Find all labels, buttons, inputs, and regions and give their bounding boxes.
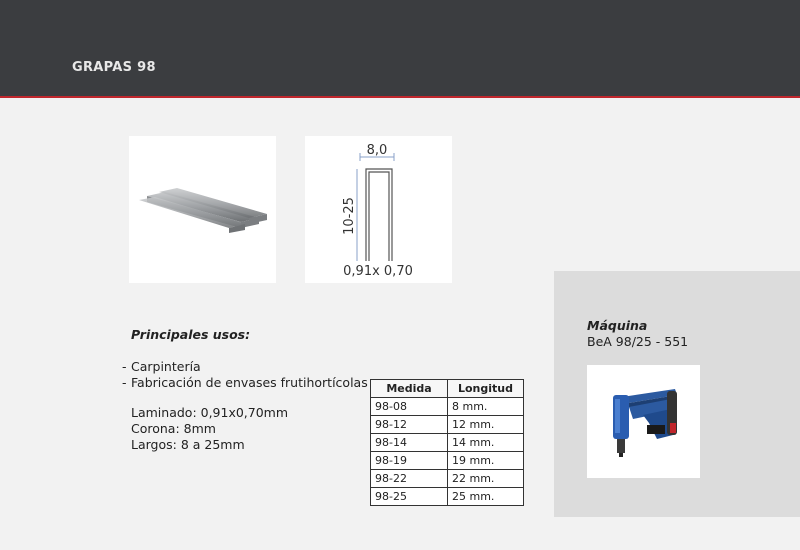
column-header-medida: Medida [371,380,448,398]
cell-longitud: 22 mm. [448,470,524,488]
table-row [371,488,524,506]
cell-medida: 98-19 [371,452,448,470]
stapler-machine-image [587,365,700,478]
cell-longitud: 25 mm. [448,488,524,506]
cell-medida: 98-14 [371,434,448,452]
sizes-table [370,379,524,506]
cell-longitud: 12 mm. [448,416,524,434]
length-dimension-label: 10-25 [342,197,357,235]
table-row [371,434,524,452]
wire-dimension-label: 0,91x 0,70 [343,264,413,279]
stapler-graphic [587,365,700,478]
table-row [371,416,524,434]
list-item-label: Carpintería [131,359,201,374]
table-row [371,470,524,488]
spec-corona: Corona: 8mm [131,421,216,436]
machine-label: Máquina [587,318,648,333]
machine-model: BeA 98/25 - 551 [587,334,689,349]
list-item [122,359,368,375]
cell-longitud: 8 mm. [448,398,524,416]
spec-laminado: Laminado: 0,91x0,70mm [131,405,289,420]
table-row [371,452,524,470]
specifications [131,405,288,453]
cell-longitud: 14 mm. [448,434,524,452]
page-header [0,0,800,98]
uses-list [122,359,368,391]
cell-longitud: 19 mm. [448,452,524,470]
list-item-label: Fabricación de envases frutihortícolas [131,375,368,390]
list-bullet: - [122,375,127,390]
uses-heading: Principales usos: [131,327,251,342]
spec-largos: Largos: 8 a 25mm [131,437,245,452]
column-header-longitud: Longitud [448,380,524,398]
crown-dimension-label: 8,0 [366,143,388,158]
staple-dimension-diagram [305,136,452,283]
list-item [122,375,368,391]
cell-medida: 98-25 [371,488,448,506]
list-bullet: - [122,359,127,374]
staples-strip-graphic [129,136,276,283]
cell-medida: 98-12 [371,416,448,434]
cell-medida: 98-08 [371,398,448,416]
cell-medida: 98-22 [371,470,448,488]
table-row [371,398,524,416]
staple-diagram-graphic [305,136,452,283]
page-title: GRAPAS 98 [72,60,156,75]
table-header-row [371,380,524,398]
staples-image [129,136,276,283]
